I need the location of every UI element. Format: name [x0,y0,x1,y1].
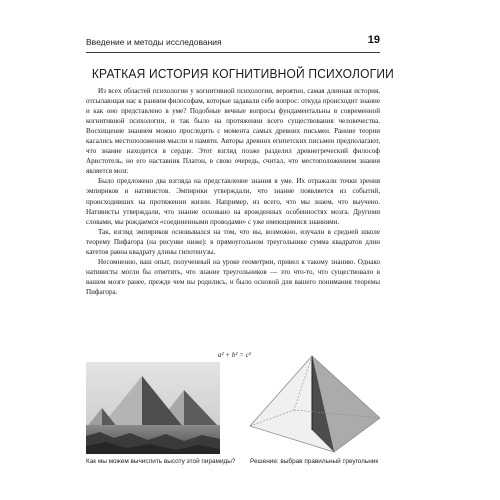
photo-caption: Как мы можем вычислить высоту этой пирамиды? [86,458,236,465]
page-header [86,34,380,53]
diagram-caption: Решение: выбрав правильный треугольник [250,458,379,465]
paragraph: Несомненно, ваш опыт, полученный на уроке геометрии, привел к такому знанию. Однако нативисты могли бы ответить, что знание треугольников — это что-то, что существовало в вашем мозге ранее, прежде чем вы родились, и было основой для вашего понимания теоремы Пифагора. [86,257,380,296]
page-number: 19 [367,34,380,46]
running-section-title: Введение и методы исследования [86,37,222,47]
paragraph: Из всех областей психологии у когнитивной психологии, вероятно, самая длинная история, отсылающая нас к ранним философам, которые задавали себе вопрос: откуда происходит знание и как оно представлено в уме? Подобные вечные вопросы фундаментальны в современной когнитивной психологии, и так было на протяжении всего существования человечества. Восхищение знанием можно проследить с момента самых древних письмен. Ранние теории касались местоположения мысли и памяти. Авторы древних египетских письмен предполагают, что знание находится в сердце. Этот взгляд позже разделил древнегреческий философ Аристотель, но его наставник Платон, в свою очередь, считал, что местоположением знания является мозг. [86,87,380,176]
paragraph: Было предложено два взгляда на представление знания в уме. Их отражали точки зрения эмпириков и нативистов. Эмпирики утверждали, что знание появляется из событий, происходивших на протяжении жизни. Например, из всего, что мы знаем, что выучено. Нативисты утверждали, что знание основано на врожденных особенностях мозга. Другими словами, мы рождаемся «соединенными проводами» с уже имеющимися знаниями. [86,177,380,226]
body-text [86,86,380,297]
pyramids-photo [86,362,220,454]
chapter-title: КРАТКАЯ ИСТОРИЯ КОГНИТИВНОЙ ПСИХОЛОГИИ [91,67,394,81]
paragraph: Так, взгляд эмпириков основывался на том, что вы, возможно, изучали в средней школе теорему Пифагора (на рисунке ниже): в прямоугольном треугольнике сумма квадратов длин катетов равна квадрату длины гипотенузы. [86,227,380,256]
pythagorean-formula: a² + b² = c² [218,351,251,359]
pyramid-triangle-diagram [248,352,380,454]
